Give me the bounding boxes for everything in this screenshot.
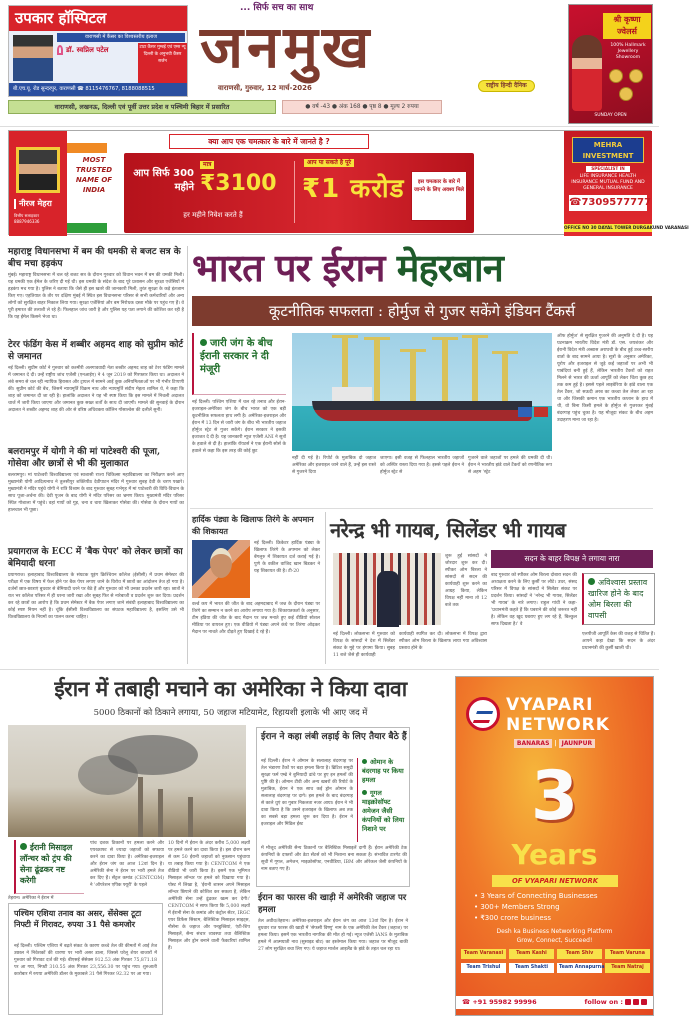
side-point: ओमान के बंदरगाह पर किया हमला [362,758,404,784]
sensex-box [8,903,163,1015]
advisor-name: नीरज मेहरा [14,199,52,209]
story-body: मुंबई। महाराष्ट्र विधानसभा में चल रहे बजट सत्र के दौरान गुरुवार को विधान भवन में बम की धमकी मिली। यह धमकी एक ईमेल के जरिए दी गई थी। इस धमकी के संदेश के बाद पूरे प्रशासन और सुरक्षा एजेंसियों में हड़कंप मच गया है। पुलिस ने बताया कि जैसे ही इस खतरे की जानकारी मिली, तुरंत सुरक्षा के कड़े इंतजाम किए गए। एहतियात के तौर पर दक्षिण मुंबई में स्थित इस विधानसभा परिसर से सभी कर्मचारियों और अन्य लोगों को सुरक्षित बाहर निकाल लिया गया। सुरक्षा एजेंसियां और बम निरोधक दस्ता मौके पर पहुंच गए हैं। वे पूरी इमारत की तलाशी ले रहे हैं। फिलहाल जांच जारी है और पुलिस यह पता लगाने की कोशिश कर रही है कि यह ईमेल किसने भेजा था। [8,273,184,320]
team-badge: Team Annapurna [557,963,602,973]
mehra-phone[interactable]: ☎7309577777 [569,195,647,211]
city-tags: BANARAS | JAUNPUR [456,739,653,748]
lead-body-left: नई दिल्ली। पश्चिम एशिया में चल रहे तनाव और ईरान-इजराइल-अमेरिका जंग के बीच भारत को एक बड़ी कूटनीतिक सफलता हाथ लगी है। अमेरिका-इजराइल और ईरान में 13 दिन से जारी जंग के बीच भी भारतीय जहाज होर्मुज स्ट्रेट से गुजर सकेंगे। ईरान सरकार ने इसकी इजाजत दे दी है। यह जानकारी न्यूज एजेंसी ANI ने सूत्रों के हवाले से दी है। हालांकि रॉयटर्स ने एक ईरानी सोर्स के हवाले से कहा कि इस तरह की कोई छूट [192,400,286,454]
story-headline[interactable]: टेरर फंडिंग केस में शब्बीर अहमद शाह को सुप्रीम कोर्ट से जमानत [8,340,184,362]
years-number: 3 [530,757,579,836]
issue-info: ● वर्ष -43 ● अंक 168 ● पृष्ठ 8 ● मूल्य 2 रुपया [282,100,442,114]
jewellers-open: SUNDAY OPEN [594,113,627,118]
desh-line: Desh ka Business Networking Platform [496,928,613,935]
meet-card: इस चमत्कार के बारे में जानने के लिए अवश्य मिले [411,171,467,221]
sensex-headline[interactable]: पश्चिम एशिया तनाव का असर, सेंसेक्स टूटा निफ्टी में गिरावट, रुपया 31 पैसे कमजोर [14,908,142,929]
jewellers-brand: श्री कृष्णा ज्वेलर्स [603,13,651,39]
offer-monthly: हर महीने निवेश करते हैं [183,211,243,219]
question-bubble: क्या आप एक चमत्कार के बारे में जानते है ? [169,134,369,149]
ribbon-icon [57,45,63,55]
divider [294,161,295,223]
vyapari-network-ad[interactable] [455,676,654,1016]
hospital-line: वाराणसी में कैंसर का विश्वस्तरीय इलाज [57,33,185,42]
jewellers-ad[interactable] [568,4,653,124]
container [534,407,548,417]
side-point-item [362,789,407,834]
explosion-photo [8,725,246,837]
ship-hull [312,401,532,421]
story-body: बलरामपुर। मां पाटेश्वरी विश्वविद्यालय एवं स्वशासी राज्य चिकित्सा महाविद्यालय का निरीक्षण करने आए मुख्यमंत्री योगी आदित्यनाथ ने तुलसीपुर शक्तिपीठ देवीपाटन मंदिर में गुरुवार सुबह देवी के चरण पखारे। मुख्यमंत्री ने मंदिर पहुंचे योगी ने रात्रि विश्राम के बाद गुरुवार सुबह गर्भगृह में मां पाटेश्वरी की विधि-विधान के साथ पूजा-अर्चना की। देवी पूजन के बाद योगी ने मंदिर परिसर का भ्रमण किया। मुख्यमंत्री मंदिर परिसर स्थित गोशाला में पहुंचे। वहां गायों को गुड़, चना व चारा खिलाकर गोसेवा की। गोसेवा के दौरान गायों का हालचाल भी पूछा। [8,473,184,513]
lead-body-col: जाएगा। इसी वजह से फिलहाल भारतीय जहाजों को अस्थिर रास्ता दिया गया है। इससे पहले ईरान ने होर्मुज स्ट्रेट से [380,456,464,475]
chimney [188,797,193,837]
mehra-office: OFFICE NO 30 DAYAL TOWER DURGAKUND VARANASI [564,225,689,230]
lead-headline-part1: भारत पर ईरान [192,245,385,290]
team-badge: Team Shiv [557,949,602,959]
newspaper-logo[interactable]: जनमुख [200,13,374,81]
second-lead-body: एलपीजी आपूर्ति केस की वजह से चिंतित हैं। आपने कहा देखा कि सदन के अंदर प्रधानमंत्री की कुर्सी खाली थी। [582,632,655,651]
story-body: प्रयागराज। इलाहाबाद विश्वविद्यालय के संघटक यूइंग क्रिश्चियन कॉलेज (ईसीसी) में प्रथम सेमेस्टर की परीक्षा में एक विषय में फेल होने पर बैक पेपर लगाए जाने के विरोध में छात्रों का आंदोलन तेज हो गया है। दर्जनों छात्र-छात्राएं बुधवार से बेमियादी धरने पर बैठे हैं और गुरुवार को भी उनका प्रदर्शन जारी रहा। छात्रों ने रात भर कॉलेज परिसर में ही धरना जारी रखा और सुबह फिर से नारेबाजी व प्रदर्शन शुरू कर दिया। प्रदर्शन कर रहे छात्रों का आरोप है कि प्रथम सेमेस्टर में बैक पेपर लगाए जाने संबंधी इलाहाबाद विश्वविद्यालय का कोई स्पष्ट नियम नहीं है। चूंकि ईसीसी विश्वविद्यालय का संघटक महाविद्यालय है, इसलिए उसे भी विश्वविद्यालय के नियमों का पालन करना चाहिए। [8,573,184,620]
divider [0,669,659,670]
masthead-tagline: ... सिर्फ सच का साथ [240,3,314,13]
hardik-headline[interactable]: हार्दिक पंड्या के खिलाफ तिरंगे के अपमान की शिकायत [192,514,314,536]
advisor-title: वित्तीय सलाहकार [14,213,39,218]
side-point-item [362,758,407,785]
vyapari-slogan [456,927,653,945]
iran-us-headline[interactable]: ईरान में तबाही मचाने का अमेरिका ने किया दावा [54,676,407,701]
sensex-body: नई दिल्ली। पश्चिम एशिया में बढ़ते संकट के कारण कच्चे तेल की कीमतों में आई तेज उछाल ने निवेशकों की धारणा पर भारी असर डाला, जिससे घरेलू शेयर बाजारों में गुरुवार को गिरावट दर्ज की गई। बीएसई सेंसेक्स 912.53 अंक गिरकर 75,871.18 पर आ गया, निफ्टी 310.55 अंक गिरकर 23,556.30 पर पहुंच गया। शुरुआती कारोबार में रुपया अमेरिकी डॉलर के मुकाबले 31 पैसे गिरकर 92.32 पर आ गया। [14,944,157,977]
years-label: Years [511,838,598,871]
doctor-name: डॉ. स्वप्निल पटेल [66,46,109,54]
specialist-label: SPECIALIST IN [586,166,630,172]
follow-group [585,996,647,1009]
flag-stripe [67,223,107,233]
second-lead-headline[interactable]: नरेन्द्र भी गायब, सिलेंडर भी गायब [330,518,566,542]
story-body: नई दिल्ली। सुप्रीम कोर्ट ने गुरुवार को कश्मीरी अलगाववादी नेता शब्बीर अहमद शाह को टेरर फंडिंग मामले में जमानत दे दी। उन्हें राष्ट्रीय जांच एजेंसी (एनआईए) ने 4 जून 2019 को गिरफ्तार किया था। अदालत ने लंबे समय से चल रही न्यायिक हिरासत और ट्रायल में सामने आईं कुछ अनियमितताओं पर भी गंभीर टिप्पणी की। सुप्रीम कोर्ट की बेंच, जिसमें न्यायमूर्ति विक्रम नाथ और न्यायमूर्ति संदीप मेहता शामिल थे, ने कहा कि शाह को जमानत दी जा रही है। हालांकि अदालत ने यह भी स्पष्ट किया कि इस मामले में निचली अदालत चार्ज में जारी किया जाएगा और जमानत कुछ सख्त शर्तों के साथ दी जाएगी। मामले की सुनवाई के दौरान अदालत ने शब्बीर अहमद शाह की ओर से वरिष्ठ अधिवक्ता कॉलिन गोंसाल्वेस की दलीलें सुनीं। [8,366,184,413]
vyapari-title: VYAPARI NETWORK [506,695,610,735]
smoke-cloud [78,755,138,795]
ship-photo [292,333,552,451]
chimney [138,777,143,837]
second-lead-body: बाद गुरुवार को स्पीकर ओम बिरला दोबारा सदन की अध्यक्षता करने के लिए कुर्सी पर लौटे। उधर, संसद परिसर में विपक्ष के सांसदों ने सिलेंडर संकट पर प्रदर्शन किया। सांसदों ने 'नरेन्द्र भी गायब, सिलेंडर भी गायब' के नारे लगाए। राहुल गांधी ने कहा- 'प्रधानमंत्री कहते हैं कि घबराने की कोई जरूरत नहीं है। लेकिन वह खुद घबराए हुए लग रहे हैं, बिल्कुल साफ दिखता है।' वे [491,573,577,627]
vyapari-bullets [474,891,598,924]
iran-box-body: नई दिल्ली। ईरान ने ओमान के सलालाह बंदरगाह पर तेल भंडारण टैंकों पर बड़ा हमला किया है। ब्रिटिश समुद्री सुरक्षा फर्म एम्ब्रे ने बुनियादी ढांचे पर हुए इन हमलों की पुष्टि की है। ओमान टीवी और अन्य खबरों की रिपोर्ट के मुताबिक, ईरान ने एक साथ कई ड्रोन ओमान के सलालाह बंदरगाह पर दागे। इस हमले के बाद बंदरगाह से काले धुएं का गुबार निकलता नजर आया। ईरान ने भी दावा किया है कि उसने इजराइल के खिलाफ अब तक का सबसे बड़ा हमला शुरू कर दिया है। ईरान ने इजराइल और मिडिल ईस्ट [261,759,353,827]
doctor-note: टाटा कैंसर मुम्बई एवं एम्स न्यू दिल्ली के अनुभवी कैंसर सर्जन [138,43,187,83]
offer-tag: आप पा सकते है पूरे [304,159,354,167]
iran-us-subheadline: 5000 ठिकानों को ठिकाने लगाया, 50 जहाज मटियामेट, रिहायशी इलाके भी आए जद में [93,708,368,718]
coin-icon [629,69,643,83]
bullet-item: • 3 Years of Connecting Businesses [474,892,598,900]
lead-body-col: नहीं दी गई है। रिपोर्ट के मुताबिक दो जहाज अमेरिका और इजराइल जाने वाले हैं, उन्हें इस रास्ते से गुजरने दिया [292,456,376,475]
vyapari-logo-icon [466,697,500,731]
hardik-body-side: नई दिल्ली। क्रिकेटर हार्दिक पंड्या के खिलाफ तिरंगे के अपमान को लेकर बेंगलुरु में शिकायत दर्ज कराई गई है। पुणे के वकील वाजिद खान बिडकर ने यह शिकायत की है। टी-20 [254,541,320,574]
team-badge: Team Varanasi [461,949,506,959]
lead-headline-part2: मेहरबान [396,245,503,290]
most-trusted-label: MOST TRUSTED NAME OF INDIA [75,156,113,194]
dateline: वाराणसी, गुरुवार, 12 मार्च-2026 [218,84,312,92]
iran-us-body: पांच दशक ठिकानों पर हमला करने और एयरक्राफ्ट से ज्यादा जहाजों को सफाया करने का दावा किया है। अमेरिका-इजराइल और ईरान जंग का आज 12वां दिन है। अमेरिकी सेना ने ईरान पर भारी हमले तेज कर दिए हैं। सेंट्रल कमांड (CENTCOM) ने 'ऑपरेशन एपिक फ्यूरी' के पहले [90,841,164,888]
doctor-photo [13,35,53,81]
coin-icon [609,69,623,83]
advisor-details [14,213,39,225]
team-badge: Team Trishul [461,963,506,973]
lead-body-right: ऑफ होर्मुज' से सुरक्षित गुजरने की अनुमति दे दी है। यह घटनाक्रम भारतीय विदेश मंत्री डॉ. एस. जयशंकर और ईरानी विदेश मंत्री अब्बास अराघची के बीच हुई उच्च-स्तरीय वार्ता के बाद सामने आया है। सूत्रों के अनुसार अमेरिका, यूरोप और इजराइल से जुड़े कई जहाजों पर अभी भी पाबंदियां बनी हुई हैं, लेकिन भारतीय टैंकरों को राहत मिलने से भारत की ऊर्जा आपूर्ति को लेकर चिंता कुछ हद तक कम हुई है। इससे पहले लाइबेरिया के झंडे वाला एक तेल टैंकर, जो सऊदी अरब का कच्चा तेल लेकर आ रहा था और जिसकी कमान एक भारतीय कप्तान के हाथ में थी, वो बिना किसी हमले के होर्मुज से गुजरकर मुंबई बंदरगाह पहुंच चुका है। यह मौजूदा संकट के बीच अहम उदाहरण माना जा रहा है। [557,334,653,423]
coin-icon [619,87,633,101]
second-lead-body-side: शुरू हुई सांसदों ने जोरदार शुरू कर दी। स्पीकर ओम बिरला ने सांसदों से सदन की कार्यवाही शुरू करने का आग्रह किया, लेकिन विपक्ष नहीं माना तो 12 बजे तक [445,554,487,608]
flag-stripe [67,143,107,153]
offer-crore: ₹1 करोड [302,174,405,204]
jewellers-line: 100% Hallmark Jewellery Showroom [610,43,646,60]
offer-amount: ₹3100 [200,171,277,196]
mehra-logo: MEHRA INVESTMENT [572,137,644,163]
services-text: LIFE INSURANCE HEALTH INSURANCE MUTUAL FUND AND GENERAL INSURANCE [571,174,645,191]
lead-pull-quote [192,333,286,395]
advisor-photo [16,147,60,193]
hospital-ad-body [9,31,187,85]
iran-box-side [357,758,407,842]
offer-matra: मात्र [200,161,214,169]
lead-headline[interactable] [192,244,657,292]
hospital-name: उपकार हॉस्पिटल [9,6,187,31]
bullet-item: • ₹300 crore business [474,914,552,922]
iran-box-body: में मौजूद अमेरिकी सैन्य ठिकानों पर बैलिस्टिक मिसाइलें दागी हैं। ईरान अमेरिकी टेक कंपनियों के दफ्तरों और डेटा सेंटर्स को भी निशाना बना सकता है। संभावित टारगेट की सूची में गूगल, अमेजन, माइक्रोसॉफ्ट, एनवीडिया, IBM और ओरेकल जैसी कंपनियों के नाम बताए गए हैं। [261,846,407,872]
divider [190,508,653,509]
instagram-icon[interactable] [633,999,639,1005]
second-lead-body: कार्यवाही स्थगित कर दी। लोकसभा में विपक्ष द्वारा स्पीकर ओम बिरला के खिलाफ लाया गया अविश्वास प्रस्ताव होने के [399,632,487,651]
team-badge: Team Shakti [509,963,554,973]
chimney [158,789,163,837]
team-badge: Team Natraj [605,963,650,973]
bullet-item: • 300+ Members Strong [474,903,560,911]
grow-line: Grow, Connect, Succeed! [516,937,593,944]
vyapari-footer [456,996,653,1009]
bullet-icon [200,339,207,346]
iran-us-pull-quote [14,840,84,894]
team-badge: Team Varuna [605,949,650,959]
pull-quote-text: जारी जंग के बीच ईरानी सरकार ने दी मंजूरी [200,338,273,375]
team-list [458,949,653,973]
side-point: गूगल माइक्रोसॉफ्ट अमेजन जैसी कंपनियों को लिया निशाने पर [362,789,405,833]
hospital-ad[interactable] [8,5,188,97]
column-divider [187,246,188,664]
protest-photo [333,553,441,625]
hardik-photo [192,540,250,598]
iran-us-body: 10 दिनों में ईरान के अंदर करीब 5,000 लक्ष्यों पर हमले करने का दावा किया है। इस दौरान कम से कम 50 ईरानी जहाजों को नुकसान पहुंचाया या तबाह किया गया है। CENTCOM ने एक वीडियो भी जारी किया है। इसमें एक भूमिगत मिसाइल लॉन्चर पर हमले को दिखाया गया है। पोस्ट में लिखा है, 'ईरानी शासन अपने मिसाइल लॉन्चर छिपाने की कोशिश कर सकता है, लेकिन अमेरिकी सेना उन्हें ढूंढकर खत्म कर देगी।' CENTCOM ने साफ किया कि 5,000 लक्ष्यों में ईरानी सेना के कमांड और कंट्रोल सेंटर, IRGC एयर डिफेंस सिस्टम, बैलिस्टिक मिसाइल साइट्स, नौसेना के जहाज और पनडुब्बियां, एंटी-शिप मिसाइलें, सैन्य संचार व्यवस्था तथा बैलिस्टिक मिसाइल और ड्रोन बनाने वाली फैक्टरियां शामिल हैं। [168,841,250,951]
story-headline[interactable]: प्रयागराज के ECC में 'बैक पेपर' को लेकर छात्रों का बेमियादी धरना [8,547,183,569]
iran-us-body: तेहरान। अमेरिका ने ईरान में [8,896,54,901]
gulf-body: तेल अवीव/तेहरान। अमेरिका-इजराइल और ईरान जंग का आज 13वां दिन है। ईरान ने बुधवार रात फारस की खाड़ी में 'सेफसी विष्णु' नाम के एक अमेरिकी तेल टैंकर (जहाज) पर हमला किया। इसमें एक भारतीय नागरिक की मौत हो गई। न्यूज एजेंसी IANS के मुताबिक हमले में आत्मघाती नाव (सुसाइड बोट) का इस्तेमाल किया गया। जहाज पर मौजूद बाकी 27 लोग सुरक्षित बचा लिए गए। ये जहाज मार्शल आइलैंड के झंडे के तहत चल रहा था। [258,919,408,952]
disclaimer-text [479,145,549,215]
mehra-ad [564,131,689,236]
model-image [572,35,602,111]
region-strip: वाराणसी, लखनऊ, दिल्ली एवं पूर्वी उत्तर प्रदेश व पश्चिमी बिहार में प्रसारित [8,100,276,114]
vyapari-phone[interactable]: ☎ +91 95982 99996 [462,998,537,1006]
pull-quote-text: अविश्वास प्रस्ताव खारिज होने के बाद ओम बिरला की वापसी [588,578,648,620]
hospital-contact: बी.एच.यू. रोड सुन्दरपुर, वाराणसी ☎ 8115476767, 8188088515 [9,83,187,96]
investment-ad[interactable] [8,130,689,235]
youtube-icon[interactable] [641,999,647,1005]
bullet-icon [362,759,367,764]
follow-label: follow on : [584,998,623,1006]
city-tag: BANARAS [514,739,552,748]
facebook-icon[interactable] [625,999,631,1005]
bullet-icon [362,790,367,795]
lead-subheadline: कूटनीतिक सफलता : होर्मुज से गुजर सकेंगे इंडियन टैंकर्स [192,296,652,326]
pull-quote-text: ईरानी मिसाइल लॉन्चर को ट्रंप की सेना ढूंढकर नष्ट करेगी [20,842,73,885]
left-column [8,246,184,664]
offer-line: आप सिर्फ 300 महीने [133,168,194,193]
bullet-icon [20,843,27,850]
city-tag: JAUNPUR [559,739,595,748]
story-headline[interactable]: बलरामपुर में योगी ने की मां पाटेश्वरी की पूजा, गोसेवा और छात्रों से भी की मुलाकात [8,447,161,469]
second-lead-band: सदन के बाहर विपक्ष ने लगाया नारा [491,550,653,568]
column-divider [325,512,326,664]
hardik-body: वर्ल्ड कप में भारत की जीत के बाद अहमदाबाद में जश्न के दौरान पंड्या पर तिरंगे का सम्मान न करने का आरोप लगाया गया है। शिकायतकर्ता के अनुसार, टीम इंडिया की जीत के बाद मैदान पर जश्न मनाते हुए कई वीडियो सोशल मीडिया पर वायरल हुए। एक वीडियो में पंड्या अपने कंधे पर तिरंगा ओढ़कर मैदान पर नाचते और दौड़ते हुए दिखाई दे रहे हैं। [192,602,320,635]
team-badge: Team Kashi [509,949,554,959]
iran-box-headline[interactable]: ईरान ने कहा लंबी लड़ाई के लिए तैयार बैठे हैं [261,732,407,742]
advisor-phone: 8887946336 [14,219,40,224]
advisor-panel [9,131,67,236]
story-headline[interactable]: महाराष्ट्र विधानसभा में बम की धमकी से बजट सत्र के बीच मचा हड़कंप [8,247,181,269]
gulf-headline[interactable]: ईरान का फारस की खाड़ी में अमेरिकी जहाज पर हमला [258,893,407,915]
iran-box [256,727,410,887]
lead-body-col: गुजरने वाले जहाजों पर हमले की धमकी दी थी। ईरान ने भारतीय झंडे वाले टैंकरों को रणनीतिक रूप से अहम 'स्ट्रेट [468,456,552,475]
second-lead-pull-quote [582,573,655,625]
of-network-label: OF VYAPARI NETWORK [492,875,618,887]
second-lead-body: नई दिल्ली। लोकसभा में गुरुवार को विपक्ष के सांसदों ने देश में सिलेंडर संकट के मुद्दे पर हंगामा किया। सुबह 11 बजे जैसे ही कार्यवाही [333,632,395,658]
container [518,407,532,417]
divider [0,126,659,127]
bullet-icon [588,578,595,585]
national-daily-badge: राष्ट्रीय हिन्दी दैनिक [478,80,535,92]
